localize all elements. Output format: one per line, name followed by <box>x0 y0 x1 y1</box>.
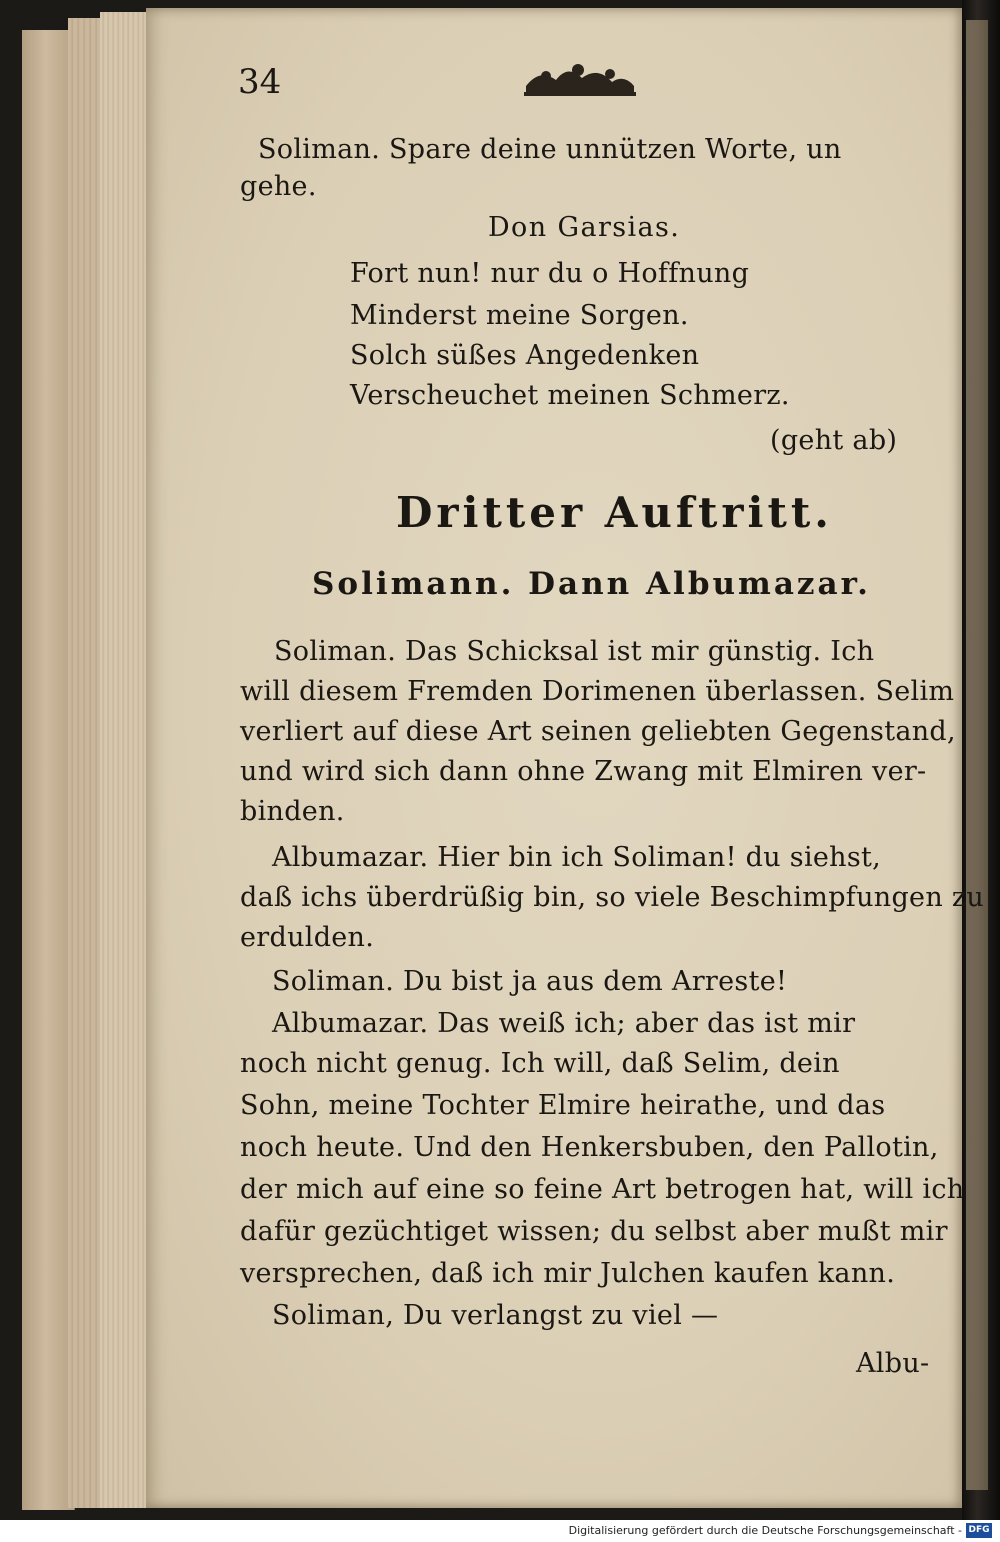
text-line: noch heute. Und den Henkersbuben, den Pallotin, <box>240 1132 939 1163</box>
scene-characters: Solimann. Dann Albumazar. <box>312 566 871 602</box>
text-line: und wird sich dann ohne Zwang mit Elmiren ver- <box>240 756 927 787</box>
page-number: 34 <box>238 62 282 102</box>
text-line: verliert auf diese Art seinen geliebten Gegenstand, <box>240 716 956 747</box>
book-edge-inner <box>100 12 148 1508</box>
facing-page-edge <box>966 20 988 1490</box>
text-line: Soliman. Das Schicksal ist mir günstig. Ich <box>274 636 875 667</box>
verse-line: Solch süßes Angedenken <box>350 340 700 371</box>
verse-line: Fort nun! nur du o Hoffnung <box>350 258 750 289</box>
book-edge-mid <box>68 18 103 1508</box>
verse-line: Verscheuchet meinen Schmerz. <box>350 380 790 411</box>
text-line: der mich auf eine so feine Art betrogen hat, will ich <box>240 1174 965 1205</box>
text-line: Albumazar. Das weiß ich; aber das ist mir <box>272 1008 856 1039</box>
text-line: dafür gezüchtiget wissen; du selbst aber mußt mir <box>240 1216 948 1247</box>
footer-bar <box>0 1520 1000 1542</box>
text-line: erdulden. <box>240 922 375 953</box>
text-line: Soliman. Spare deine unnützen Worte, un <box>258 134 842 165</box>
footer-credit: Digitalisierung gefördert durch die Deutsche Forschungsgemeinschaft - <box>568 1524 962 1537</box>
dfg-logo: DFG <box>966 1523 992 1538</box>
stage-direction: (geht ab) <box>770 425 898 456</box>
text-line: Soliman, Du verlangst zu viel — <box>272 1300 719 1331</box>
catchword: Albu- <box>856 1348 930 1379</box>
ornament-icon <box>520 58 640 102</box>
text-line: daß ichs überdrüßig bin, so viele Beschimpfungen zu <box>240 882 985 913</box>
scene-heading: Dritter Auftritt. <box>396 488 833 537</box>
text-line: noch nicht genug. Ich will, daß Selim, dein <box>240 1048 840 1079</box>
text-line: Soliman. Du bist ja aus dem Arreste! <box>272 966 788 997</box>
text-line: Albumazar. Hier bin ich Soliman! du siehst, <box>272 842 882 873</box>
text-line: versprechen, daß ich mir Julchen kaufen kann. <box>240 1258 896 1289</box>
verse-line: Minderst meine Sorgen. <box>350 300 689 331</box>
text-line: Sohn, meine Tochter Elmire heirathe, und das <box>240 1090 886 1121</box>
text-line: binden. <box>240 796 345 827</box>
text-line: gehe. <box>240 171 317 202</box>
text-line: will diesem Fremden Dorimenen überlassen. Selim <box>240 676 955 707</box>
speaker-name: Don Garsias. <box>488 212 681 243</box>
